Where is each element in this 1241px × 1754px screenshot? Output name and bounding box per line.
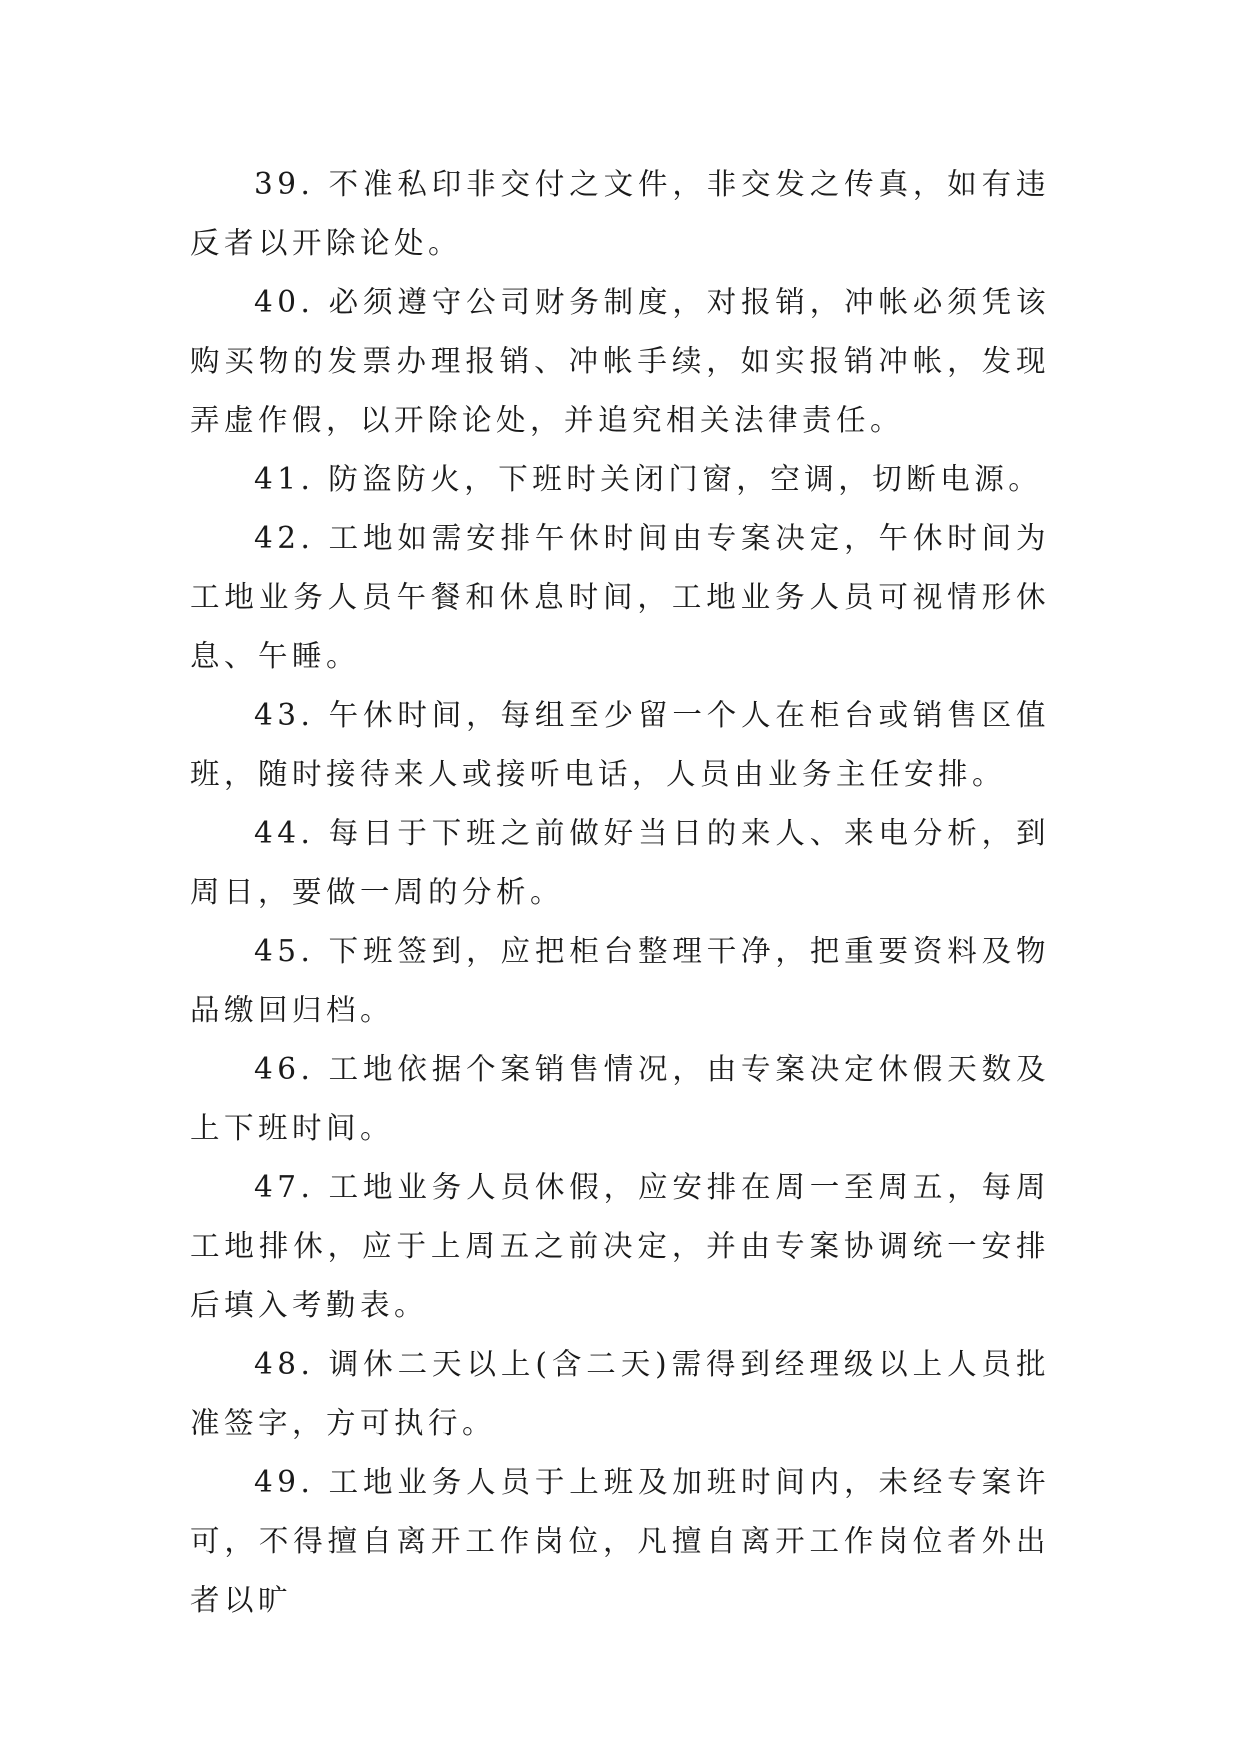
paragraph-47: 47. 工地业务人员休假，应安排在周一至周五，每周工地排休，应于上周五之前决定，并由专案协调统一安排后填入考勤表。 xyxy=(190,1170,1050,1322)
paragraph-42: 42. 工地如需安排午休时间由专案决定，午休时间为工地业务人员午餐和休息时间，工地业务人员可视情形休息、午睡。 xyxy=(190,521,1050,673)
paragraph-43: 43. 午休时间，每组至少留一个人在柜台或销售区值班，随时接待来人或接听电话，人员由业务主任安排。 xyxy=(190,698,1050,791)
paragraph-44: 44. 每日于下班之前做好当日的来人、来电分析，到周日，要做一周的分析。 xyxy=(190,816,1050,909)
paragraph-46: 46. 工地依据个案销售情况，由专案决定休假天数及上下班时间。 xyxy=(190,1052,1050,1145)
paragraph-40: 40. 必须遵守公司财务制度，对报销，冲帐必须凭该购买物的发票办理报销、冲帐手续，如实报销冲帐，发现弄虚作假，以开除论处，并追究相关法律责任。 xyxy=(190,285,1050,437)
paragraph-48: 48. 调休二天以上(含二天)需得到经理级以上人员批准签字，方可执行。 xyxy=(190,1347,1050,1440)
paragraph-45: 45. 下班签到，应把柜台整理干净，把重要资料及物品缴回归档。 xyxy=(190,934,1050,1027)
document-body xyxy=(190,155,1050,1630)
paragraph-49: 49. 工地业务人员于上班及加班时间内，未经专案许可，不得擅自离开工作岗位，凡擅自离开工作岗位者外出者以旷 xyxy=(190,1465,1050,1617)
paragraph-39: 39. 不准私印非交付之文件，非交发之传真，如有违反者以开除论处。 xyxy=(190,167,1050,260)
paragraph-41: 41. 防盗防火，下班时关闭门窗，空调，切断电源。 xyxy=(254,462,1043,496)
